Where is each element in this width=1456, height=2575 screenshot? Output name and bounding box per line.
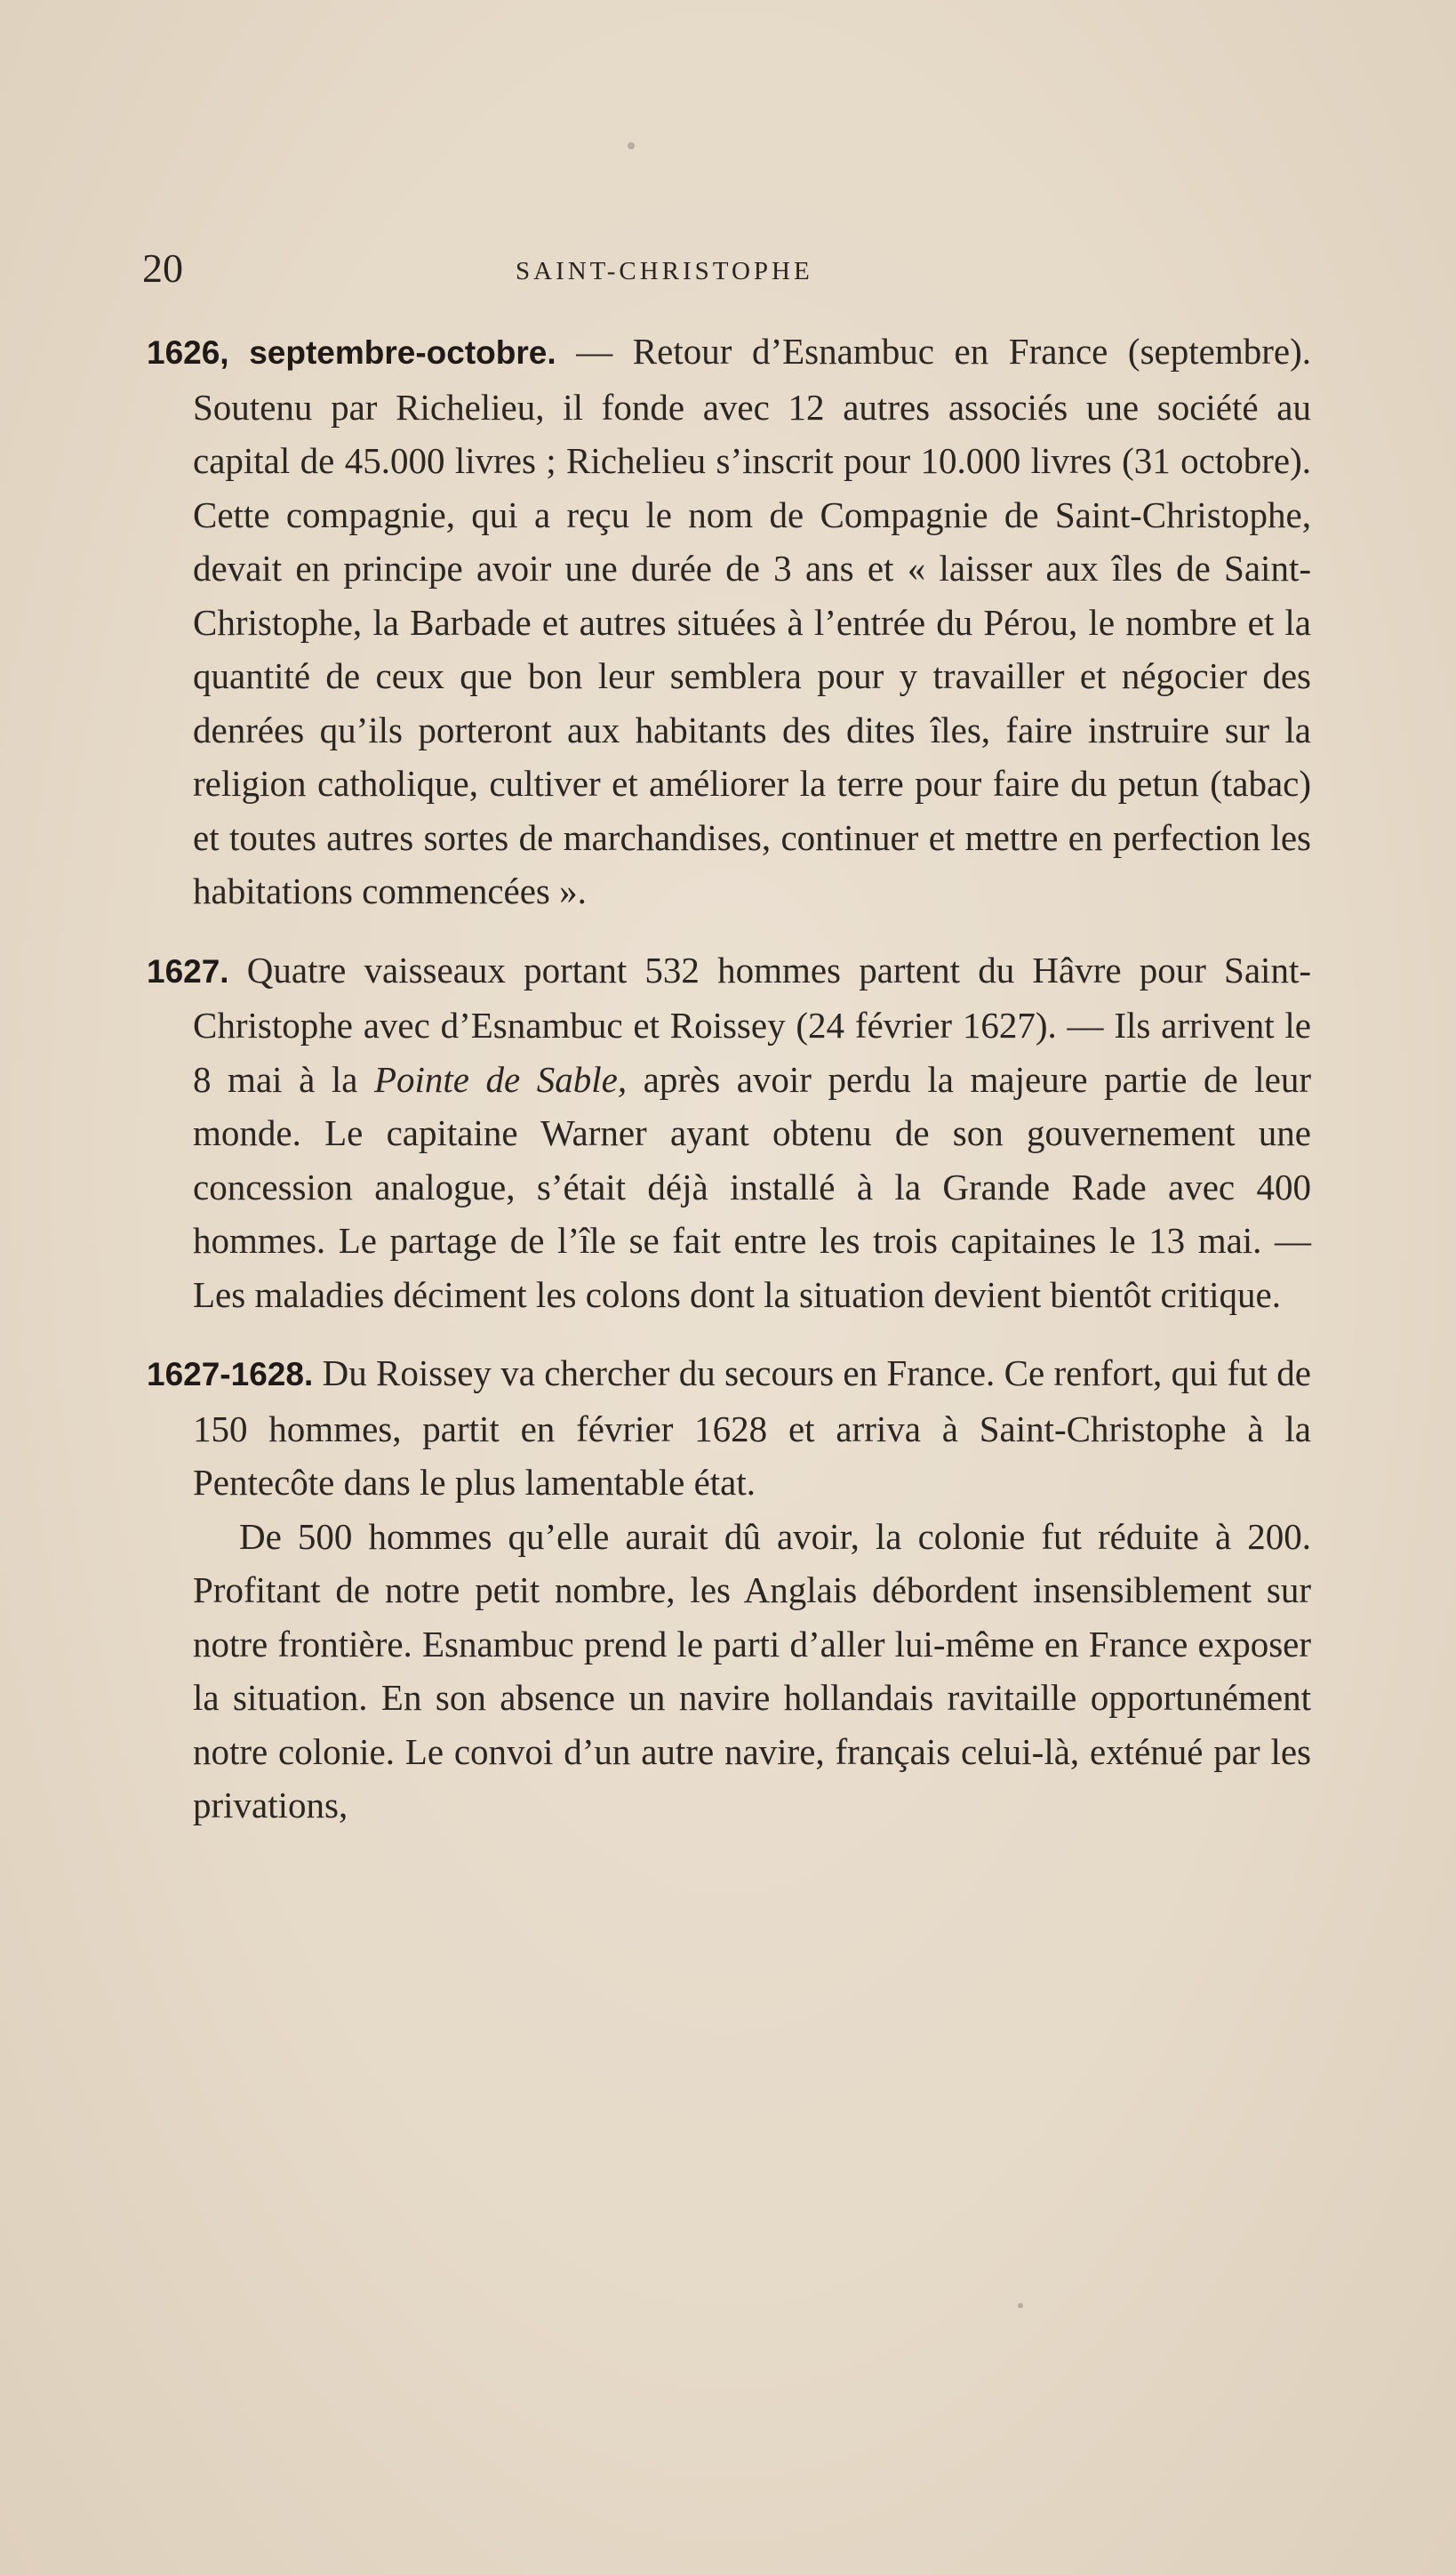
entry-continuation-paragraph: De 500 hommes qu’elle aurait dû avoir, la colonie fut réduite à 200. Profitant de notre petit nombre, les Anglais débordent insensiblement sur notre frontière. Esnambuc prend le parti d’aller lui-même en France exposer la situation. En son absence un navire hollandais ravitaille opportunément notre colonie. Le convoi d’un autre navire, français celui-là, exténué par les privations, — [193, 1515, 1311, 1825]
entry-date: 1626, septembre-octobre. — [147, 334, 556, 371]
running-title: SAINT-CHRISTOPHE — [516, 257, 813, 285]
page-number: 20 — [142, 245, 183, 291]
ink-speck — [1018, 2303, 1023, 2308]
entry-date: 1627. — [147, 952, 229, 990]
entry-text: Quatre vaisseaux portant 532 hommes partent du Hâvre pour Saint-Christophe avec d’Esnambuc et Roissey (24 février 1627). — Ils arrivent le 8 mai à la — [193, 949, 1311, 1100]
chronology-entry — [147, 943, 1311, 1322]
page-body — [147, 325, 1311, 1833]
entry-text: Du Roissey va chercher du secours en France. Ce renfort, qui fut de 150 hommes, partit en février 1628 et arriva à Saint-Christophe à la Pentecôte dans le plus lamentable état. — [193, 1352, 1311, 1503]
chronology-entry — [147, 1346, 1311, 1510]
page-header — [142, 245, 1316, 298]
entry-text: après avoir perdu la majeure partie de leur monde. Le capitaine Warner ayant obtenu de son gouvernement une concession analogue, s’était déjà installé à la Grande Rade avec 400 hommes. Le partage de l’île se fait entre les trois capitaines le 13 mai. — Les maladies déciment les colons dont la situation devient bientôt critique. — [193, 1058, 1311, 1315]
entry-date: 1627-1628. — [147, 1356, 314, 1392]
chronology-entry — [147, 325, 1311, 918]
entry-text: — Retour d’Esnambuc en France (septembre). Soutenu par Richelieu, il fonde avec 12 autres associés une société au capital de 45.000 livres ; Richelieu s’inscrit pour 10.000 livres (31 octobre). Cette compagnie, qui a reçu le nom de Compagnie de Saint-Christophe, devait en principe avoir une durée de 3 ans et « laisser aux îles de Saint-Christophe, la Barbade et autres situées à l’entrée du Pérou, le nombre et la quantité de ceux que bon leur semblera pour y travailler et négocier des denrées qu’ils porteront aux habitants des dites îles, faire instruire sur la religion catholique, cultiver et améliorer la terre pour faire du petun (tabac) et toutes autres sortes de marchandises, continuer et mettre en perfection les habitations commencées ». — [193, 331, 1311, 911]
entry-italic-place: Pointe de Sable, — [373, 1058, 628, 1100]
ink-speck — [628, 142, 635, 149]
